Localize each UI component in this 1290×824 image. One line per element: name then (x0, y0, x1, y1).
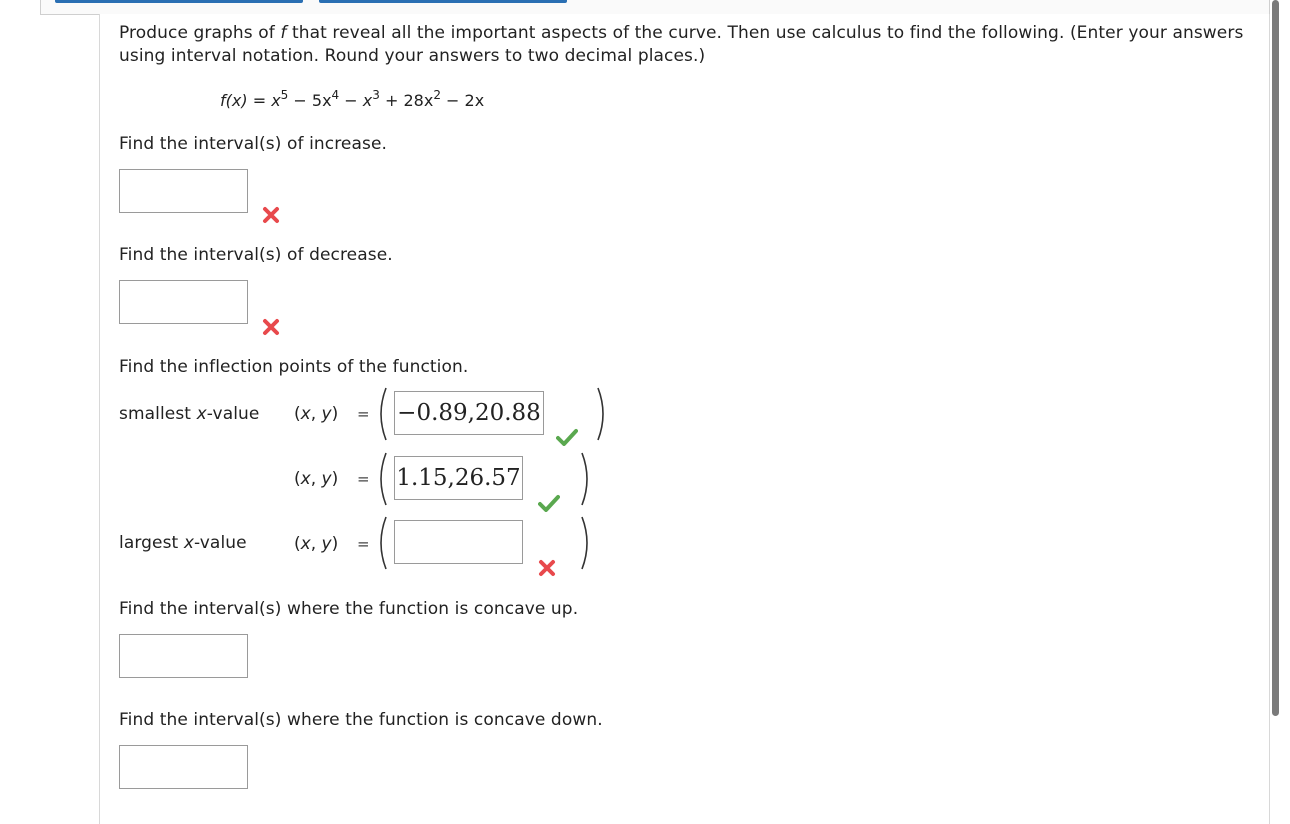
inflection-point-2-input[interactable]: 1.15,26.57 (394, 456, 523, 500)
x-mark-icon (262, 318, 280, 336)
xy-label: (x, y) (294, 404, 339, 424)
right-paren (578, 515, 594, 571)
smallest-x-label: smallest x-value (119, 404, 260, 424)
left-paren (374, 515, 390, 571)
equals-sign: = (357, 405, 370, 423)
tab-indicator-2[interactable] (319, 0, 567, 3)
inflection-point-3-input[interactable] (394, 520, 523, 564)
check-mark-icon (538, 494, 560, 512)
tab-indicator-1[interactable] (55, 0, 303, 3)
concave-down-prompt: Find the interval(s) where the function is concave down. (119, 710, 603, 730)
x-mark-icon (538, 559, 556, 577)
inflection-prompt: Find the inflection points of the function. (119, 357, 469, 377)
right-paren (578, 451, 594, 507)
equals-sign: = (357, 535, 370, 553)
largest-x-label: largest x-value (119, 533, 247, 553)
function-formula: $f(x) = x^5 - 5x^4 - x^3 + 28x^2 - 2x$ (220, 88, 485, 110)
decrease-answer-input[interactable] (119, 280, 248, 324)
right-paren (594, 386, 610, 442)
formula-lhs: f(x) (220, 91, 248, 110)
decrease-prompt: Find the interval(s) of decrease. (119, 245, 393, 265)
concave-up-answer-input[interactable] (119, 634, 248, 678)
top-tab-bar (40, 0, 1270, 15)
xy-label: (x, y) (294, 469, 339, 489)
question-intro: Produce graphs of f that reveal all the important aspects of the curve. Then use calculus to find the following. (Enter your answers using interval notation. Round your answers to two decimal places.) (119, 23, 1244, 66)
left-paren (374, 451, 390, 507)
concave-down-answer-input[interactable] (119, 745, 248, 789)
increase-prompt: Find the interval(s) of increase. (119, 134, 388, 154)
concave-up-prompt: Find the interval(s) where the function is concave up. (119, 599, 579, 619)
inflection-point-1-input[interactable]: −0.89,20.88 (394, 391, 544, 435)
scrollbar-thumb[interactable] (1272, 0, 1279, 716)
xy-label: (x, y) (294, 534, 339, 554)
equals-sign: = (357, 470, 370, 488)
check-mark-icon (556, 428, 578, 446)
left-paren (374, 386, 390, 442)
increase-answer-input[interactable] (119, 169, 248, 213)
x-mark-icon (262, 206, 280, 224)
